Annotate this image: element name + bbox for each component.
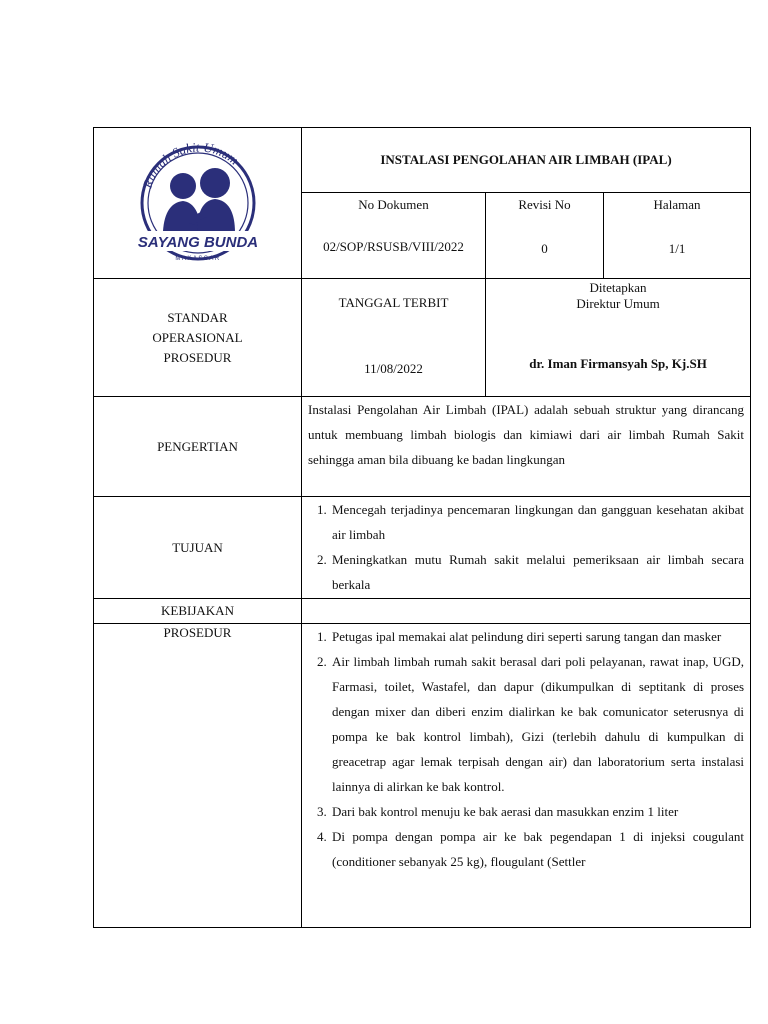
family-silhouette-icon: [163, 168, 235, 233]
sop-label-line2: OPERASIONAL: [152, 329, 243, 345]
hospital-logo: [123, 131, 273, 271]
prosedur-cell: [302, 624, 751, 928]
logo-name: SAYANG BUNDA: [137, 234, 258, 251]
pengertian-label: PENGERTIAN: [94, 397, 302, 497]
revisi-label: Revisi No: [518, 197, 571, 212]
kebijakan-label: KEBIJAKAN: [94, 599, 302, 624]
pengertian-text: Instalasi Pengolahan Air Limbah (IPAL) adalah sebuah struktur yang dirancang untuk membuang limbah biologis dan kimiawi dari air limbah Rumah Sakit sehingga aman bila dibuang ke badan lingkungan: [302, 397, 751, 497]
no-dokumen-label: No Dokumen: [358, 197, 429, 212]
signer-name: dr. Iman Firmansyah Sp, Kj.SH: [529, 356, 707, 371]
tanggal-cell: [302, 279, 486, 397]
ditetapkan-label: Ditetapkan: [589, 280, 647, 295]
list-item: 1. Mencegah terjadinya pencemaran lingkungan dan gangguan kesehatan akibat air limbah: [330, 497, 744, 547]
list-item: 2. Meningkatkan mutu Rumah sakit melalui pemeriksaan air limbah secara berkala: [330, 547, 744, 597]
tujuan-label: TUJUAN: [94, 497, 302, 599]
halaman-value: 1/1: [668, 241, 686, 256]
list-item: 2. Air limbah limbah rumah sakit berasal dari poli pelayanan, rawat inap, UGD, Farmasi, toilet, Wastafel, dan dapur (dikumpulkan di septitank di proses dengan mixer dan diberi enzim dialirkan ke bak comunicator seterusnya di pompa ke bak kontrol limbah), Gizi (terlebih dahulu di kumpulkan di greacetrap agar lemak terpisah dengan air) dan laboratorium serta instalasi lainnya di alirkan ke bak kontrol.: [330, 649, 744, 799]
direktur-label: Direktur Umum: [576, 296, 660, 311]
logo-arc-text: Rumah Sakit Umum: [138, 139, 242, 190]
logo-city: MAKASSAR: [174, 256, 221, 262]
list-item: 3. Dari bak kontrol menuju ke bak aerasi dan masukkan enzim 1 liter: [330, 799, 744, 824]
list-item: 4. Di pompa dengan pompa air ke bak pegendapan 1 di injeksi cougulant (conditioner sebanyak 25 kg), flougulant (Settler: [330, 824, 744, 874]
tujuan-list: [302, 497, 750, 597]
list-item: 1. Petugas ipal memakai alat pelindung diri seperti sarung tangan dan masker: [330, 624, 744, 649]
halaman-label: Halaman: [653, 197, 701, 212]
sop-label-cell: [94, 279, 302, 397]
tujuan-cell: [302, 497, 751, 599]
prosedur-list: [302, 624, 750, 874]
no-dokumen-value: 02/SOP/RSUSB/VIII/2022: [323, 239, 464, 254]
sop-document: [93, 127, 750, 929]
no-dokumen-cell: [302, 193, 486, 279]
sop-table: [93, 127, 751, 928]
halaman-cell: [604, 193, 751, 279]
tanggal-value: 11/08/2022: [364, 361, 423, 376]
tanggal-label: TANGGAL TERBIT: [338, 295, 449, 310]
prosedur-label: PROSEDUR: [94, 624, 302, 928]
kebijakan-content: [302, 599, 751, 624]
document-title: INSTALASI PENGOLAHAN AIR LIMBAH (IPAL): [302, 128, 751, 193]
revisi-value: 0: [541, 241, 548, 256]
revisi-cell: [486, 193, 604, 279]
ditetapkan-cell: [486, 279, 751, 397]
logo-cell: [94, 128, 302, 279]
sop-label-line3: PROSEDUR: [163, 349, 232, 365]
sop-label-line1: STANDAR: [167, 309, 228, 325]
